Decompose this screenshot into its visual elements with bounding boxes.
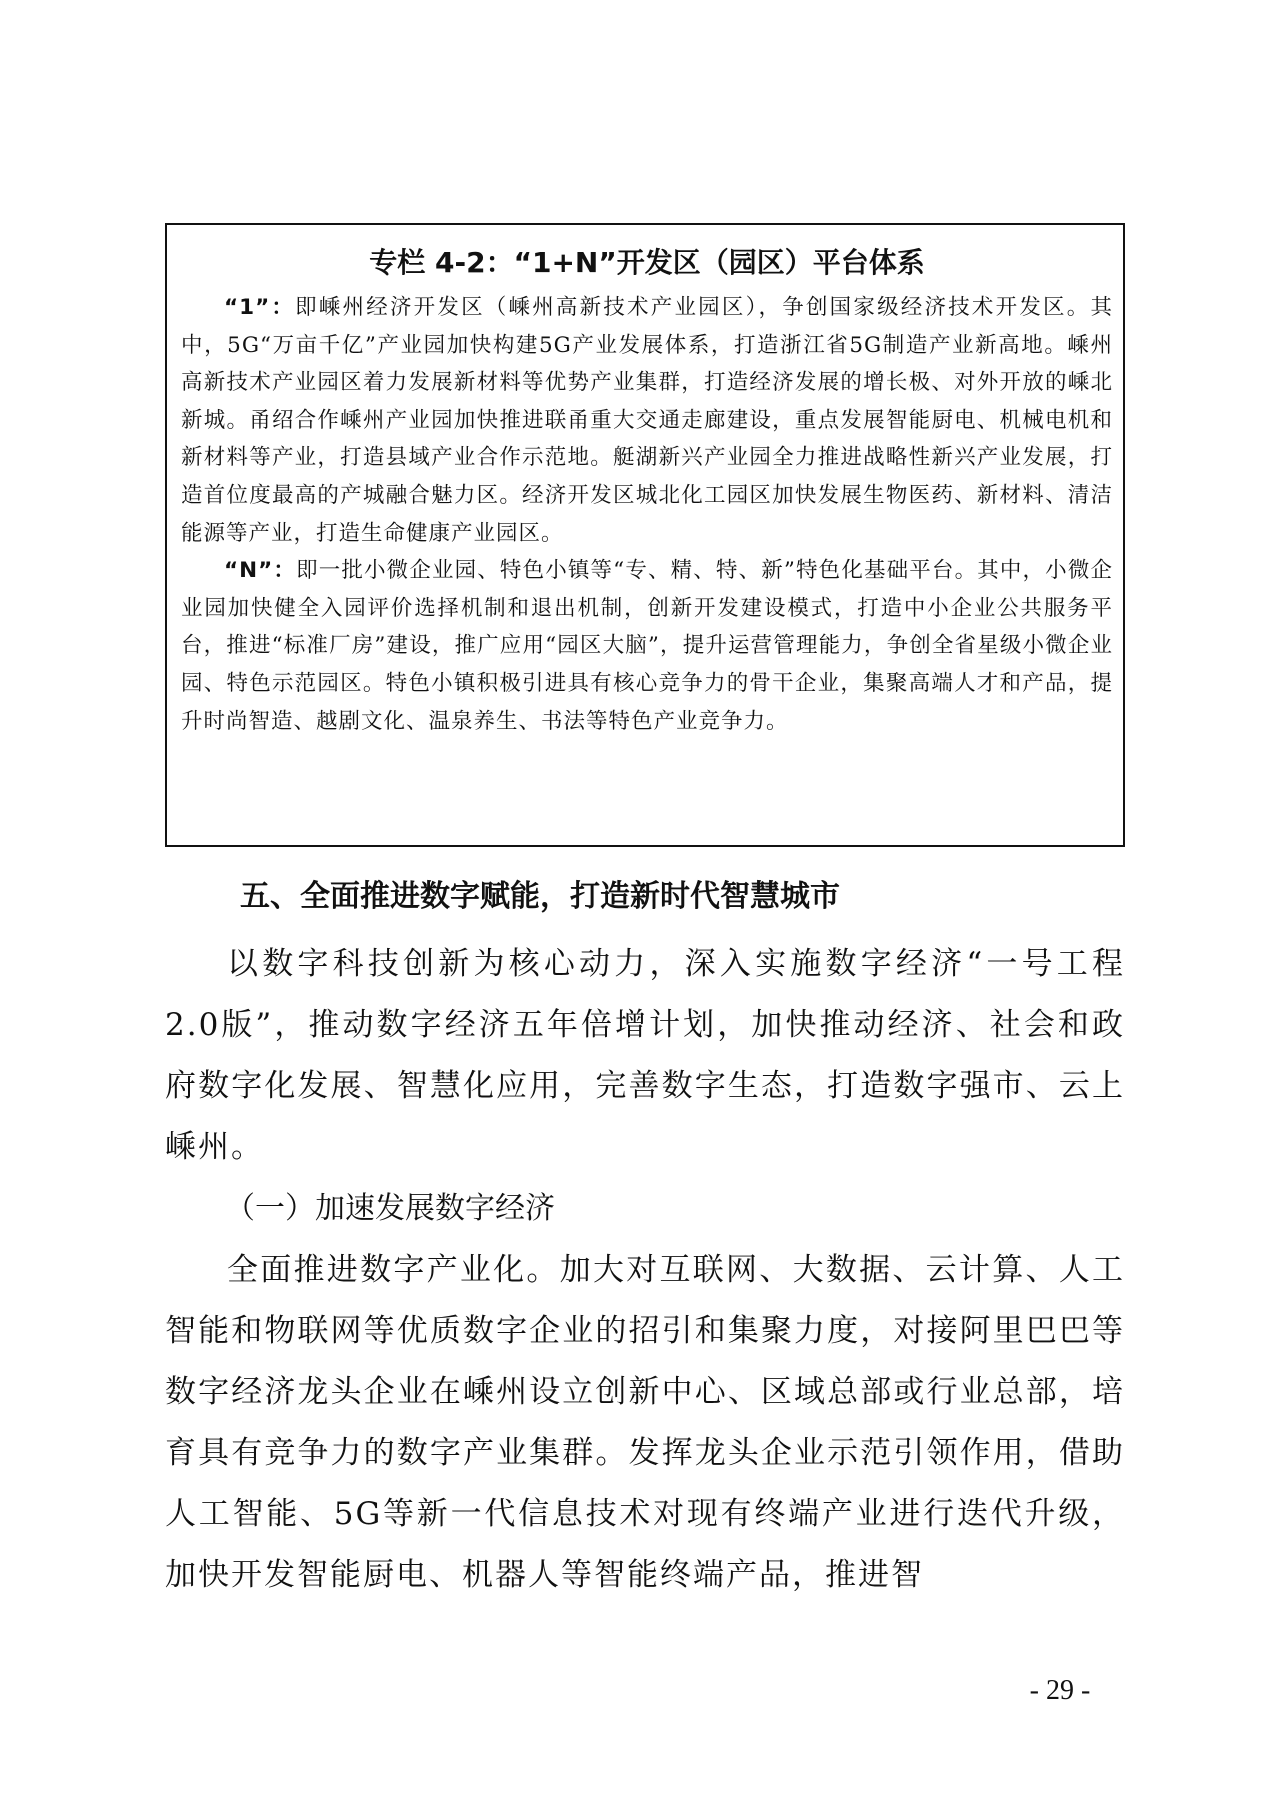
- column-box-title: 专栏 4-2：“1+N”开发区（园区）平台体系: [369, 246, 925, 279]
- paragraph-1-text: 即嵊州经济开发区（嵊州高新技术产业园区），争创国家级经济技术开发区。其中，5G“万亩千亿”产业园加快构建5G产业发展体系，打造浙江省5G制造产业新高地。嵊州高新技术产业园区着力发展新材料等优势产业集群，打造经济发展的增长极、对外开放的嵊北新城。甬绍合作嵊州产业园加快推进联甬重大交通走廊建设，重点发展智能厨电、机械电机和新材料等产业，打造县域产业合作示范地。艇湖新兴产业园全力推进战略性新兴产业发展，打造首位度最高的产城融合魅力区。经济开发区城北化工园区加快发展生物医药、新材料、清洁能源等产业，打造生命健康产业园区。: [181, 295, 1113, 546]
- section-heading: 五、全面推进数字赋能，打造新时代智慧城市: [240, 879, 840, 914]
- paragraph-2-label: “N”：: [224, 558, 297, 584]
- page-number: - 29 -: [1029, 1675, 1091, 1706]
- column-box-paragraph-2: [181, 552, 1113, 740]
- paragraph-2-text: 即一批小微企业园、特色小镇等“专、精、特、新”特色化基础平台。其中，小微企业园加快健全入园评价选择机制和退出机制，创新开发建设模式，打造中小企业公共服务平台，推进“标准厂房”建设，推广应用“园区大脑”，提升运营管理能力，争创全省星级小微企业园、特色示范园区。特色小镇积极引进具有核心竞争力的骨干企业，集聚高端人才和产品，提升时尚智造、越剧文化、温泉养生、书法等特色产业竞争力。: [181, 558, 1113, 734]
- paragraph-1-label: “1”：: [224, 295, 296, 320]
- subsection-heading: （一）加速发展数字经济: [225, 1191, 555, 1226]
- column-box: [165, 223, 1125, 847]
- main-content: [165, 872, 1125, 1606]
- column-box-paragraph-1: [181, 289, 1113, 552]
- section-intro-paragraph: 以数字科技创新为核心动力，深入实施数字经济“一号工程2.0版”，推动数字经济五年倍增计划，加快推动经济、社会和政府数字化发展、智慧化应用，完善数字生态，打造数字强市、云上嵊州。: [165, 946, 1125, 1165]
- subsection-body-paragraph: 全面推进数字产业化。加大对互联网、大数据、云计算、人工智能和物联网等优质数字企业的招引和集聚力度，对接阿里巴巴等数字经济龙头企业在嵊州设立创新中心、区域总部或行业总部，培育具有竞争力的数字产业集群。发挥龙头企业示范引领作用，借助人工智能、5G等新一代信息技术对现有终端产业进行迭代升级，加快开发智能厨电、机器人等智能终端产品，推进智: [165, 1252, 1125, 1593]
